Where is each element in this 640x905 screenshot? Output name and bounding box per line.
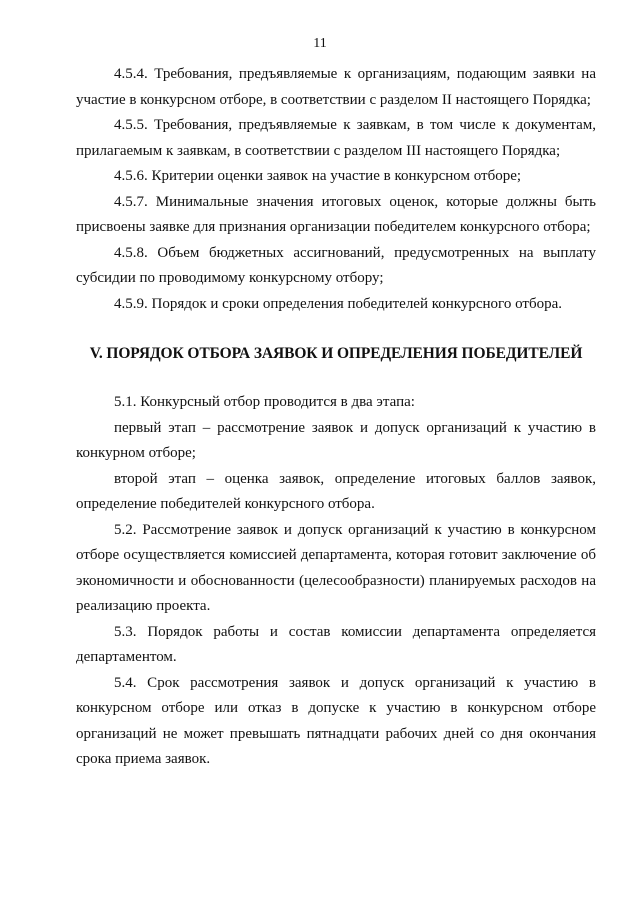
paragraph-5-4: 5.4. Срок рассмотрения заявок и допуск организаций к участию в конкурсном отборе или отказ в допуске к участию в конкурсном отборе организаций не может превышать пятнадцати рабочих дней со дня окончания срока приема заявок.: [76, 674, 596, 767]
page-number: 11: [313, 36, 327, 51]
list-item-4-5-7: 4.5.7. Минимальные значения итоговых оценок, которые должны быть присвоены заявке для признания организации победителем конкурсного отбора;: [76, 193, 596, 235]
paragraph-stage-one: первый этап – рассмотрение заявок и допуск организаций к участию в конкурном отборе;: [76, 419, 596, 461]
list-item-4-5-6: 4.5.6. Критерии оценки заявок на участие в конкурсном отборе;: [114, 168, 522, 184]
list-item-4-5-9: 4.5.9. Порядок и сроки определения победителей конкурсного отбора.: [114, 295, 562, 312]
paragraph-5-2: 5.2. Рассмотрение заявок и допуск организаций к участию в конкурсном отборе осуществляется комиссией департамента, которая готовит заключение об экономичности и обоснованности (целесообразности) планируемых расходов на реализацию проекта.: [76, 521, 596, 614]
paragraph-5-1: 5.1. Конкурсный отбор проводится в два этапа:: [114, 394, 415, 410]
paragraph-5-3: 5.3. Порядок работы и состав комиссии департамента определяется департаментом.: [76, 623, 596, 665]
list-item-4-5-4: 4.5.4. Требования, предъявляемые к организациям, подающим заявки на участие в конкурсном отборе, в соответствии с разделом II настоящего Порядка;: [76, 66, 596, 108]
list-item-4-5-5: 4.5.5. Требования, предъявляемые к заявкам, в том числе к документам, прилагаемым к заявкам, в соответствии с разделом III настоящего Порядка;: [76, 117, 596, 159]
section-heading: V. ПОРЯДОК ОТБОРА ЗАЯВОК И ОПРЕДЕЛЕНИЯ ПОБЕДИТЕЛЕЙ: [89, 345, 583, 362]
list-item-4-5-8: 4.5.8. Объем бюджетных ассигнований, предусмотренных на выплату субсидии по проводимому конкурсному отбору;: [76, 244, 596, 286]
document-body: [76, 62, 596, 773]
paragraph-stage-two: второй этап – оценка заявок, определение итоговых баллов заявок, определение победителей конкурсного отбора.: [76, 470, 596, 512]
